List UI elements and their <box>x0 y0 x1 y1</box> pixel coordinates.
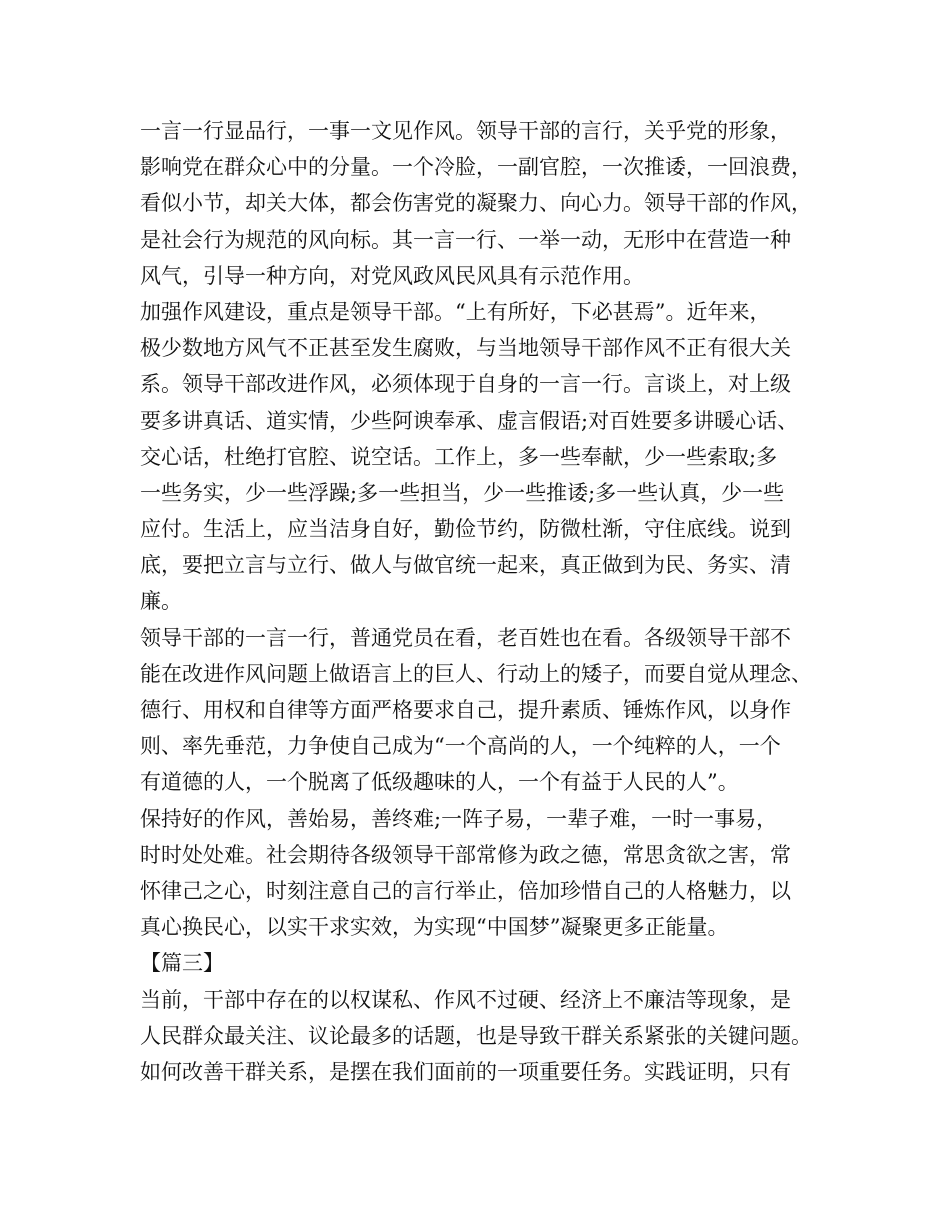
text-line: 系。领导干部改进作风，必须体现于自身的一言一行。言谈上，对上级 <box>140 372 791 397</box>
section-heading: 【篇三】 <box>140 951 224 976</box>
text-line: 廉。 <box>140 589 182 614</box>
text-line: 时时处处难。社会期待各级领导干部常修为政之德，常思贪欲之害，常 <box>140 842 791 867</box>
text-line: 当前，干部中存在的以权谋私、作风不过硬、经济上不廉洁等现象，是 <box>140 987 791 1012</box>
text-line: 影响党在群众心中的分量。一个冷脸，一副官腔，一次推诿，一回浪费， <box>140 155 812 180</box>
text-line: 德行、用权和自律等方面严格要求自己，提升素质、锤炼作风，以身作 <box>140 698 791 722</box>
text-line: 一些务实，少一些浮躁;多一些担当，少一些推诿;多一些认真，少一些 <box>140 480 785 505</box>
text-line: 风气，引导一种方向，对党风政风民风具有示范作用。 <box>140 263 644 288</box>
text-line: 极少数地方风气不正甚至发生腐败，与当地领导干部作风不正有很大关 <box>140 336 791 361</box>
document-body <box>140 113 840 1090</box>
text-line: 保持好的作风，善始易，善终难;一阵子易，一辈子难，一时一事易， <box>140 806 778 831</box>
text-line: 领导干部的一言一行，普通党员在看，老百姓也在看。各级领导干部不 <box>140 625 791 650</box>
text-line: 应付。生活上，应当洁身自好，勤俭节约，防微杜渐，守住底线。说到 <box>140 517 791 542</box>
text-line: 如何改善干群关系，是摆在我们面前的一项重要任务。实践证明，只有 <box>140 1059 791 1084</box>
text-line: 要多讲真话、道实情，少些阿谀奉承、虚言假语;对百姓要多讲暖心话、 <box>140 408 799 433</box>
text-line: 看似小节，却关大体，都会伤害党的凝聚力、向心力。领导干部的作风， <box>140 191 812 216</box>
text-line: 则、率先垂范，力争使自己成为“一个高尚的人，一个纯粹的人，一个 <box>140 734 781 759</box>
text-line: 有道德的人，一个脱离了低级趣味的人，一个有益于人民的人”。 <box>140 770 739 795</box>
text-line: 交心话，杜绝打官腔、说空话。工作上，多一些奉献，少一些索取;多 <box>140 444 778 469</box>
text-line: 底，要把立言与立行、做人与做官统一起来，真正做到为民、务实、清 <box>140 553 791 578</box>
text-line: 一言一行显品行，一事一文见作风。领导干部的言行，关乎党的形象， <box>140 119 791 143</box>
text-line: 人民群众最关注、议论最多的话题，也是导致干群关系紧张的关键问题。 <box>140 1023 812 1048</box>
text-line: 能在改进作风问题上做语言上的巨人、行动上的矮子，而要自觉从理念、 <box>140 661 812 686</box>
text-line: 真心换民心，以实干求实效，为实现“中国梦”凝聚更多正能量。 <box>140 915 729 940</box>
text-line: 加强作风建设，重点是领导干部。“上有所好，下必甚焉”。近年来， <box>140 299 771 324</box>
text-line: 是社会行为规范的风向标。其一言一行、一举一动，无形中在营造一种 <box>140 227 791 252</box>
text-line: 怀律己之心，时刻注意自己的言行举止，倍加珍惜自己的人格魅力，以 <box>140 878 791 903</box>
